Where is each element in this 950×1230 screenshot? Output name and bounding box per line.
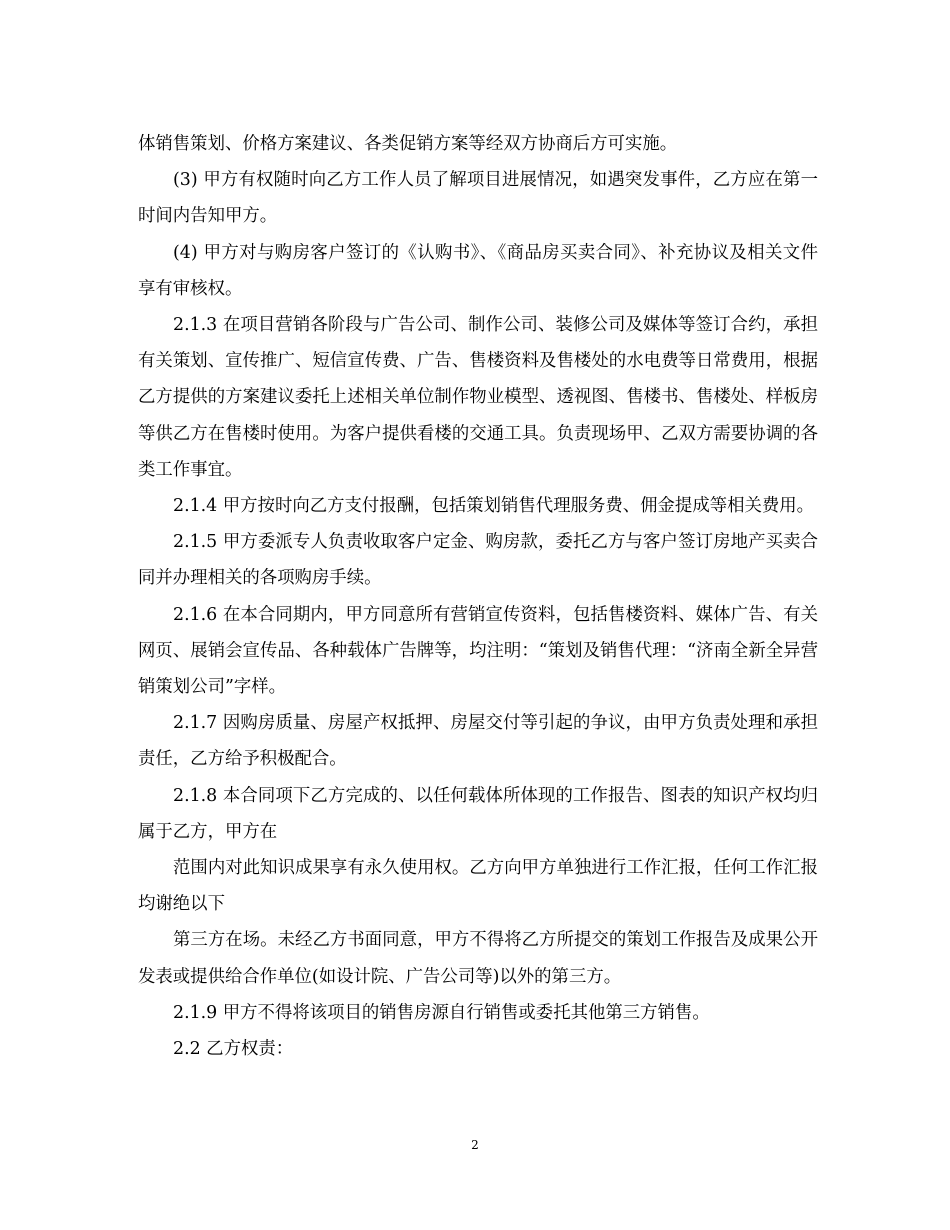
- paragraph-2-1-6: 2.1.6 在本合同期内，甲方同意所有营销宣传资料，包括售楼资料、媒体广告、有关网页、展销会宣传品、各种载体广告牌等，均注明：“策划及销售代理：“济南全新全异营销策划公司”字样。: [138, 604, 818, 698]
- paragraph-2-1-8-continued: 范围内对此知识成果享有永久使用权。乙方向甲方单独进行工作汇报，任何工作汇报均谢绝以下: [138, 858, 818, 915]
- paragraph-2-1-8-third-party: 第三方在场。未经乙方书面同意，甲方不得将乙方所提交的策划工作报告及成果公开发表或提供给合作单位(如设计院、广告公司等)以外的第三方。: [138, 930, 818, 987]
- paragraph-2-1-5: 2.1.5 甲方委派专人负责收取客户定金、购房款，委托乙方与客户签订房地产买卖合同并办理相关的各项购房手续。: [138, 532, 818, 589]
- paragraph-clause-4: (4) 甲方对与购房客户签订的《认购书》、《商品房买卖合同》、补充协议及相关文件享有审核权。: [138, 242, 818, 299]
- paragraph-2-1-4: 2.1.4 甲方按时向乙方支付报酬，包括策划销售代理服务费、佣金提成等相关费用。: [173, 496, 815, 517]
- paragraph-2-1-7: 2.1.7 因购房质量、房屋产权抵押、房屋交付等引起的争议，由甲方负责处理和承担责任，乙方给予积极配合。: [138, 713, 818, 770]
- paragraph-2-1-3: 2.1.3 在项目营销各阶段与广告公司、制作公司、装修公司及媒体等签订合约，承担有关策划、宣传推广、短信宣传费、广告、售楼资料及售楼处的水电费等日常费用，根据乙方提供的方案建议委托上述相关单位制作物业模型、透视图、售楼书、售楼处、样板房等供乙方在售楼时使用。为客户提供看楼的交通工具。负责现场甲、乙双方需要协调的各类工作事宜。: [138, 315, 818, 480]
- paragraph-2-1-9: 2.1.9 甲方不得将该项目的销售房源自行销售或委托其他第三方销售。: [173, 1002, 710, 1023]
- paragraph-clause-3: (3) 甲方有权随时向乙方工作人员了解项目进展情况，如遇突发事件，乙方应在第一时间内告知甲方。: [138, 170, 818, 227]
- paragraph-2-1-8: 2.1.8 本合同项下乙方完成的、以任何载体所体现的工作报告、图表的知识产权均归属于乙方，甲方在: [138, 785, 818, 842]
- paragraph-continuation: 体销售策划、价格方案建议、各类促销方案等经双方协商后方可实施。: [138, 134, 678, 154]
- document-body: [138, 126, 818, 1067]
- paragraph-2-2-heading: 2.2 乙方权责：: [173, 1039, 294, 1060]
- page-number: 2: [471, 1138, 479, 1152]
